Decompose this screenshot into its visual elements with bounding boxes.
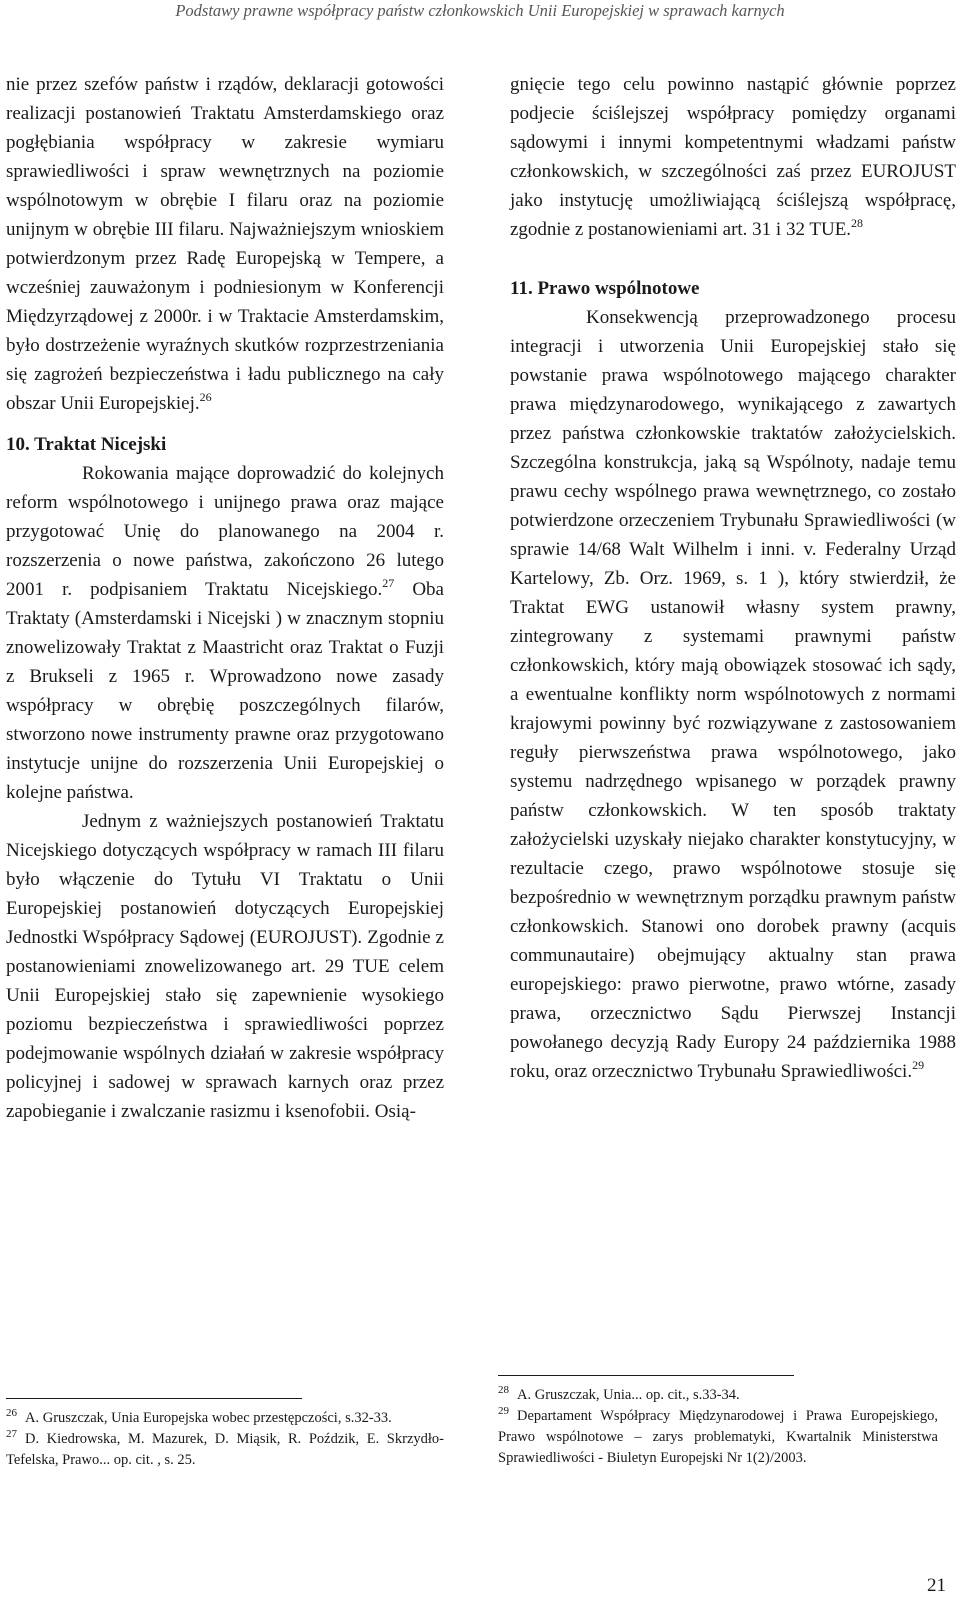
right-paragraph-1-text: gnięcie tego celu powinno nastąpić głównie poprzez podjecie ściślejszej współpracy pomiędzy organami sądowymi i innymi kompetentnymi władzami państw członkowskich, w szczególności zaś przez EUROJUST jako instytucję umożliwiającą ściślejszą współpracę, zgodnie z postanowieniami art. 31 i 32 TUE. bbox=[510, 74, 956, 240]
footnote-26 bbox=[6, 1408, 444, 1429]
footnote-number: 29 bbox=[498, 1405, 509, 1417]
footnotes-left bbox=[6, 1408, 444, 1471]
footnote-number: 26 bbox=[6, 1407, 17, 1419]
footnote-text: A. Gruszczak, Unia... op. cit., s.33-34. bbox=[517, 1387, 740, 1403]
footnote-ref-27[interactable]: 27 bbox=[382, 576, 395, 590]
footnote-ref-26[interactable]: 26 bbox=[199, 390, 212, 404]
running-title: Podstawy prawne współpracy państw członkowskich Unii Europejskiej w sprawach karnych bbox=[175, 1, 785, 20]
left-paragraph-2a-text: Rokowania mające doprowadzić do kolejnych reform wspólnotowego i unijnego prawa oraz mające przygotować Unię do planowanego na 2004 r. rozszerzenia o nowe państwa, zakończono 26 lutego 2001 r. podpisaniem Traktatu Nicejskiego. bbox=[6, 463, 444, 600]
left-paragraph-3: Jednym z ważniejszych postanowień Traktatu Nicejskiego dotyczących współpracy w ramach III filaru było włączenie do Tytułu VI Traktatu o Unii Europejskiej postanowień dotyczących Europejskiej Jednostki Współpracy Sądowej (EUROJUST). Zgodnie z postanowieniami znowelizowanego art. 29 TUE celem Unii Europejskiej stało się zapewnienie wysokiego poziomu bezpieczeństwa i sprawiedliwości poprzez podejmowanie wspólnych działań w zakresie współpracy policyjnej i sadowej w sprawach karnych oraz przez zapobieganie i zwalczanie rasizmu i ksenofobii. Osią- bbox=[6, 811, 444, 1122]
footnote-separator-right bbox=[498, 1375, 794, 1376]
left-paragraph-2b-text: Oba Traktaty (Amsterdamski i Nicejski ) w znacznym stopniu znowelizowały Traktat z Maastricht oraz Traktat o Fuzji z Brukseli z 1965 r. Wprowadzono nowe zasady współpracy w obrębię poszczególnych filarów, stworzono nowe instrumenty prawne oraz przygotowano instytucje unijne do rozszerzenia Unii Europejskiej o kolejne państwa. bbox=[6, 579, 444, 803]
footnote-28 bbox=[498, 1385, 938, 1406]
left-column bbox=[6, 70, 444, 1126]
footnote-text: A. Gruszczak, Unia Europejska wobec przestępczości, s.32-33. bbox=[25, 1410, 392, 1426]
left-paragraph-1-text: nie przez szefów państw i rządów, deklaracji gotowości realizacji postanowień Traktatu Amsterdamskiego oraz pogłębiania współpracy w zakresie wymiaru sprawiedliwości i spraw wewnętrznych na poziomie wspólnotowym w obrębie I filaru oraz na poziomie unijnym w obrębie III filaru. Najważniejszym wnioskiem potwierdzonym przez Radę Europejską w Tempere, a wcześniej zauważonym i podniesionym w Konferencji Międzyrządowej z 2000r. i w Traktacie Amsterdamskim, było dostrzeżenie wyraźnych skutków rozprzestrzeniania się zagrożeń bezpieczeństwa i ładu publicznego na cały obszar Unii Europejskiej. bbox=[6, 74, 444, 414]
footnote-number: 28 bbox=[498, 1384, 509, 1396]
footnote-text: D. Kiedrowska, M. Mazurek, D. Miąsik, R. Poździk, E. Skrzydło-Tefelska, Prawo... op. cit. , s. 25. bbox=[6, 1431, 444, 1468]
footnote-number: 27 bbox=[6, 1428, 17, 1440]
running-header bbox=[0, 0, 960, 40]
footnotes-right bbox=[498, 1385, 938, 1469]
left-paragraph-1 bbox=[6, 70, 444, 418]
footnote-27 bbox=[6, 1429, 444, 1471]
footnote-29 bbox=[498, 1406, 938, 1469]
section-heading-10: 10. Traktat Nicejski bbox=[6, 434, 167, 455]
right-column bbox=[510, 70, 956, 1086]
footnote-text: Departament Współpracy Międzynarodowej i Prawa Europejskiego, Prawo wspólnotowe – zarys problematyki, Kwartalnik Ministerstwa Sprawiedliwości - Biuletyn Europejski Nr 1(2)/2003. bbox=[498, 1408, 938, 1466]
footnote-ref-29[interactable]: 29 bbox=[912, 1058, 925, 1072]
right-paragraph-1 bbox=[510, 70, 956, 244]
page-number: 21 bbox=[927, 1575, 946, 1596]
left-paragraph-2 bbox=[6, 459, 444, 807]
footnote-separator-left bbox=[6, 1398, 302, 1399]
right-paragraph-2 bbox=[510, 303, 956, 1086]
right-paragraph-2-text: Konsekwencją przeprowadzonego procesu integracji i utworzenia Unii Europejskiej stało się powstanie prawa wspólnotowego mającego charakter prawa międzynarodowego, wynikającego z zawartych przez państwa członkowskie traktatów założycielskich. Szczególna konstrukcja, jaką są Wspólnoty, nadaje temu prawu cechy wspólnego prawa wewnętrznego, co zostało potwierdzone orzeczeniem Trybunału Sprawiedliwości (w sprawie 14/68 Walt Wilhelm i inni. v. Federalny Urząd Kartelowy, Zb. Orz. 1969, s. 1 ), który stwierdził, że Traktat EWG ustanowił własny system prawny, zintegrowany z systemami prawnymi państw członkowskich, który mają obowiązek stosować ich sądy, a ewentualne konflikty norm wspólnotowych z normami krajowymi powinny być rozwiązywane z zastosowaniem reguły pierwszeństwa prawa wspólnotowego, jako systemu nadrzędnego wpisanego w porządek prawny państw członkowskich. W ten sposób traktaty założycielski uzyskały niejako charakter konstytucyjny, w rezultacie czego, prawo wspólnotowe stosuje się bezpośrednio w wewnętrznym porządku prawnym państw członkowskich. Stanowi ono dorobek prawny (acquis communautaire) obejmujący aktualny stan prawa europejskiego: prawo pierwotne, prawo wtórne, zasady prawa, orzecznictwo Sądu Pierwszej Instancji powołanego decyzją Rady Europy 24 października 1988 roku, oraz orzecznictwo Trybunału Sprawiedliwości. bbox=[510, 307, 956, 1082]
section-heading-11: 11. Prawo wspólnotowe bbox=[510, 278, 700, 299]
footnote-ref-28[interactable]: 28 bbox=[851, 216, 864, 230]
